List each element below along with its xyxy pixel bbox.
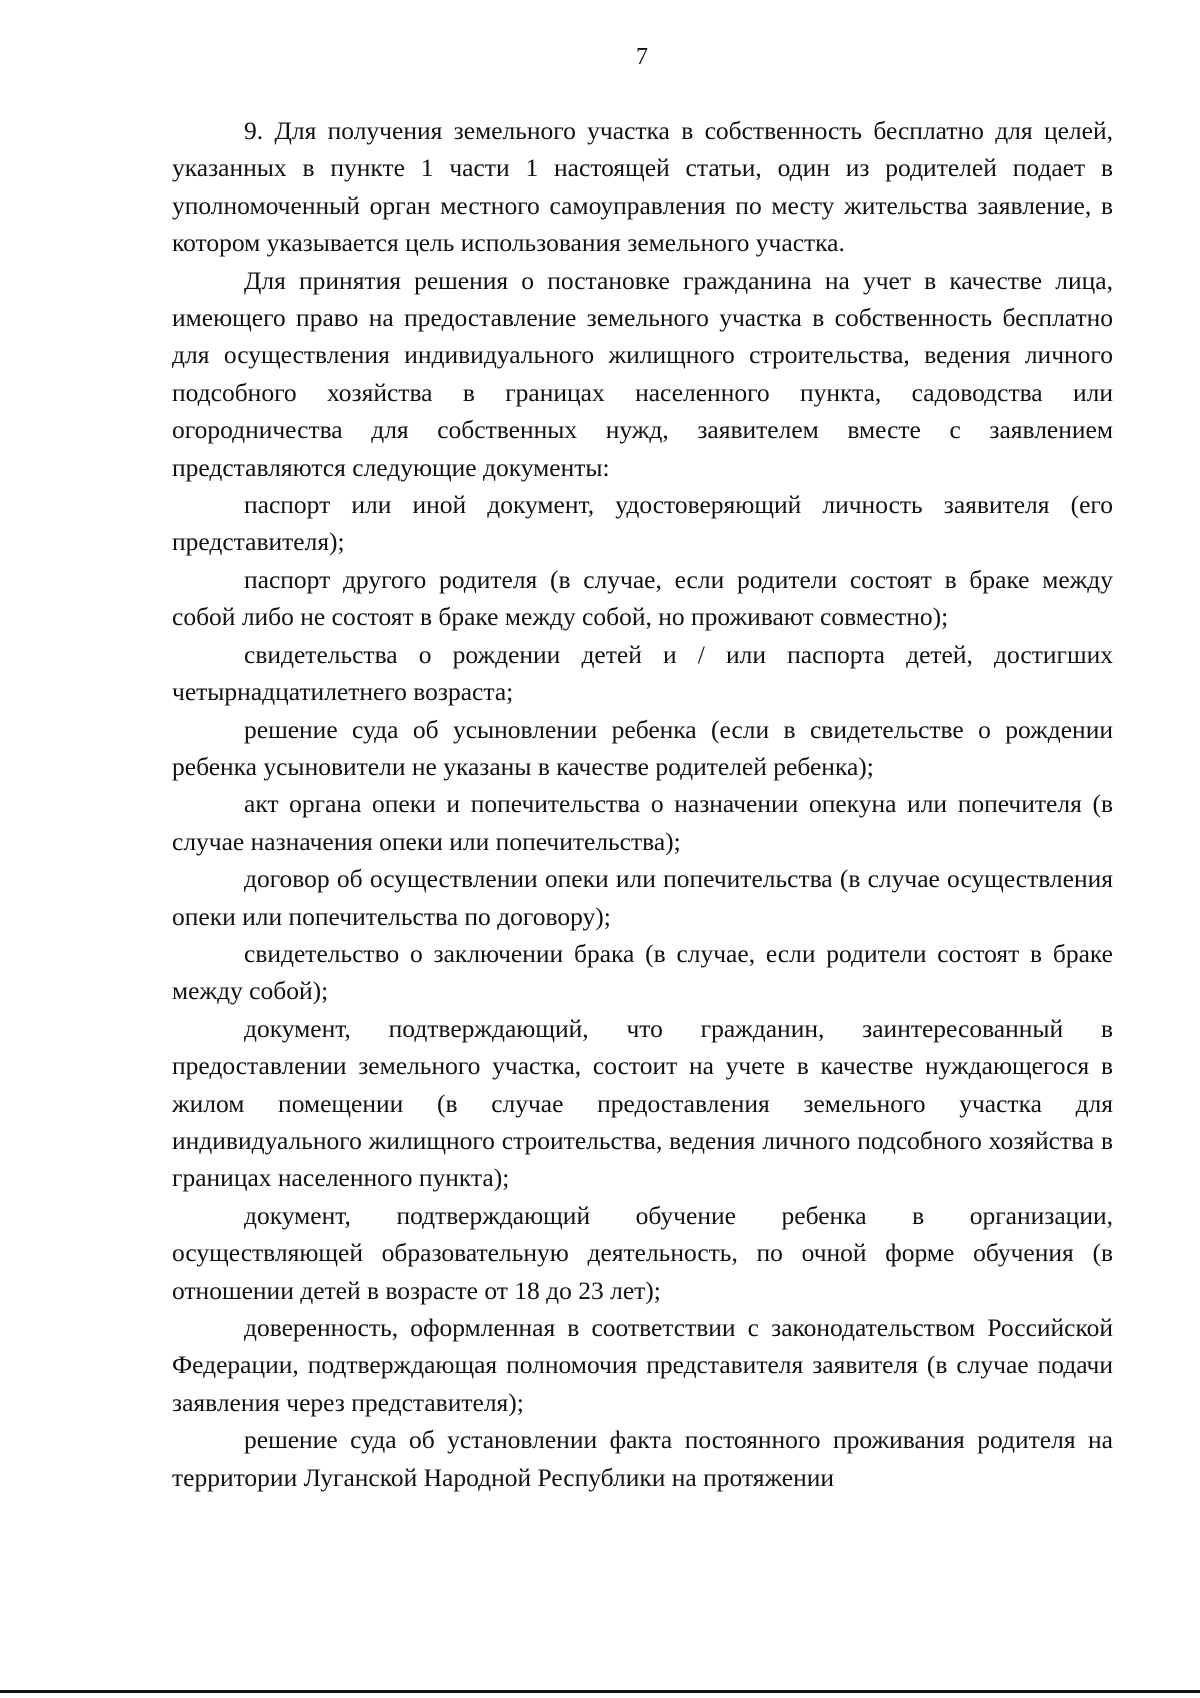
list-item-other-parent-passport: паспорт другого родителя (в случае, если родители состоят в браке между собой либо не состоят в браке между собой, но проживают совместно); (172, 564, 1113, 632)
list-item-power-of-attorney: доверенность, оформленная в соответствии с законодательством Российской Федерации, подтверждающая полномочия представителя заявителя (в случае подачи заявления через представителя); (172, 1313, 1113, 1417)
list-item-residence-decision: решение суда об установлении факта постоянного проживания родителя на территории Луганской Народной Республики на протяжении (172, 1425, 1113, 1492)
paragraph-documents-intro: Для принятия решения о постановке гражданина на учет в качестве лица, имеющего право на предоставление земельного участка в собственность бесплатно для осуществления индивидуального жилищного строительства, ведения личного подсобного хозяйства в границах населенного пункта, садоводства или огородничества для собственных нужд, заявителем вместе с заявлением представляются следующие документы: (172, 265, 1113, 482)
list-item-housing-registration: документ, подтверждающий, что гражданин, заинтересованный в предоставлении земельного участка, состоит на учете в качестве нуждающегося в жилом помещении (в случае предоставления земельного участка для индивидуального жилищного строительства, ведения личного подсобного хозяйства в границах населенного пункта); (172, 1013, 1113, 1193)
page-bottom-border (0, 1690, 1200, 1693)
document-body (172, 112, 1113, 1496)
list-item-birth-certificates: свидетельства о рождении детей и / или паспорта детей, достигших четырнадцатилетнего возраста; (172, 639, 1113, 707)
list-item-adoption-decision: решение суда об усыновлении ребенка (если в свидетельстве о рождении ребенка усыновители не указаны в качестве родителей ребенка); (172, 714, 1113, 781)
list-item-guardianship-act: акт органа опеки и попечительства о назначении опекуна или попечителя (в случае назначения опеки или попечительства); (172, 789, 1113, 856)
list-item-education-document: документ, подтверждающий обучение ребенка в организации, осуществляющей образовательную деятельность, по очной форме обучения (в отношении детей в возрасте от 18 до 23 лет); (172, 1200, 1113, 1305)
page-number: 7 (636, 44, 648, 70)
list-item-marriage-certificate: свидетельство о заключении брака (в случае, если родители состоят в браке между собой); (172, 938, 1113, 1006)
list-item-guardianship-agreement: договор об осуществлении опеки или попечительства (в случае осуществления опеки или попечительства по договору); (172, 864, 1113, 931)
paragraph-9: 9. Для получения земельного участка в собственность бесплатно для целей, указанных в пункте 1 части 1 настоящей статьи, один из родителей подает в уполномоченный орган местного самоуправления по месту жительства заявление, в котором указывается цель использования земельного участка. (172, 116, 1113, 258)
list-item-passport: паспорт или иной документ, удостоверяющий личность заявителя (его представителя); (172, 490, 1113, 557)
